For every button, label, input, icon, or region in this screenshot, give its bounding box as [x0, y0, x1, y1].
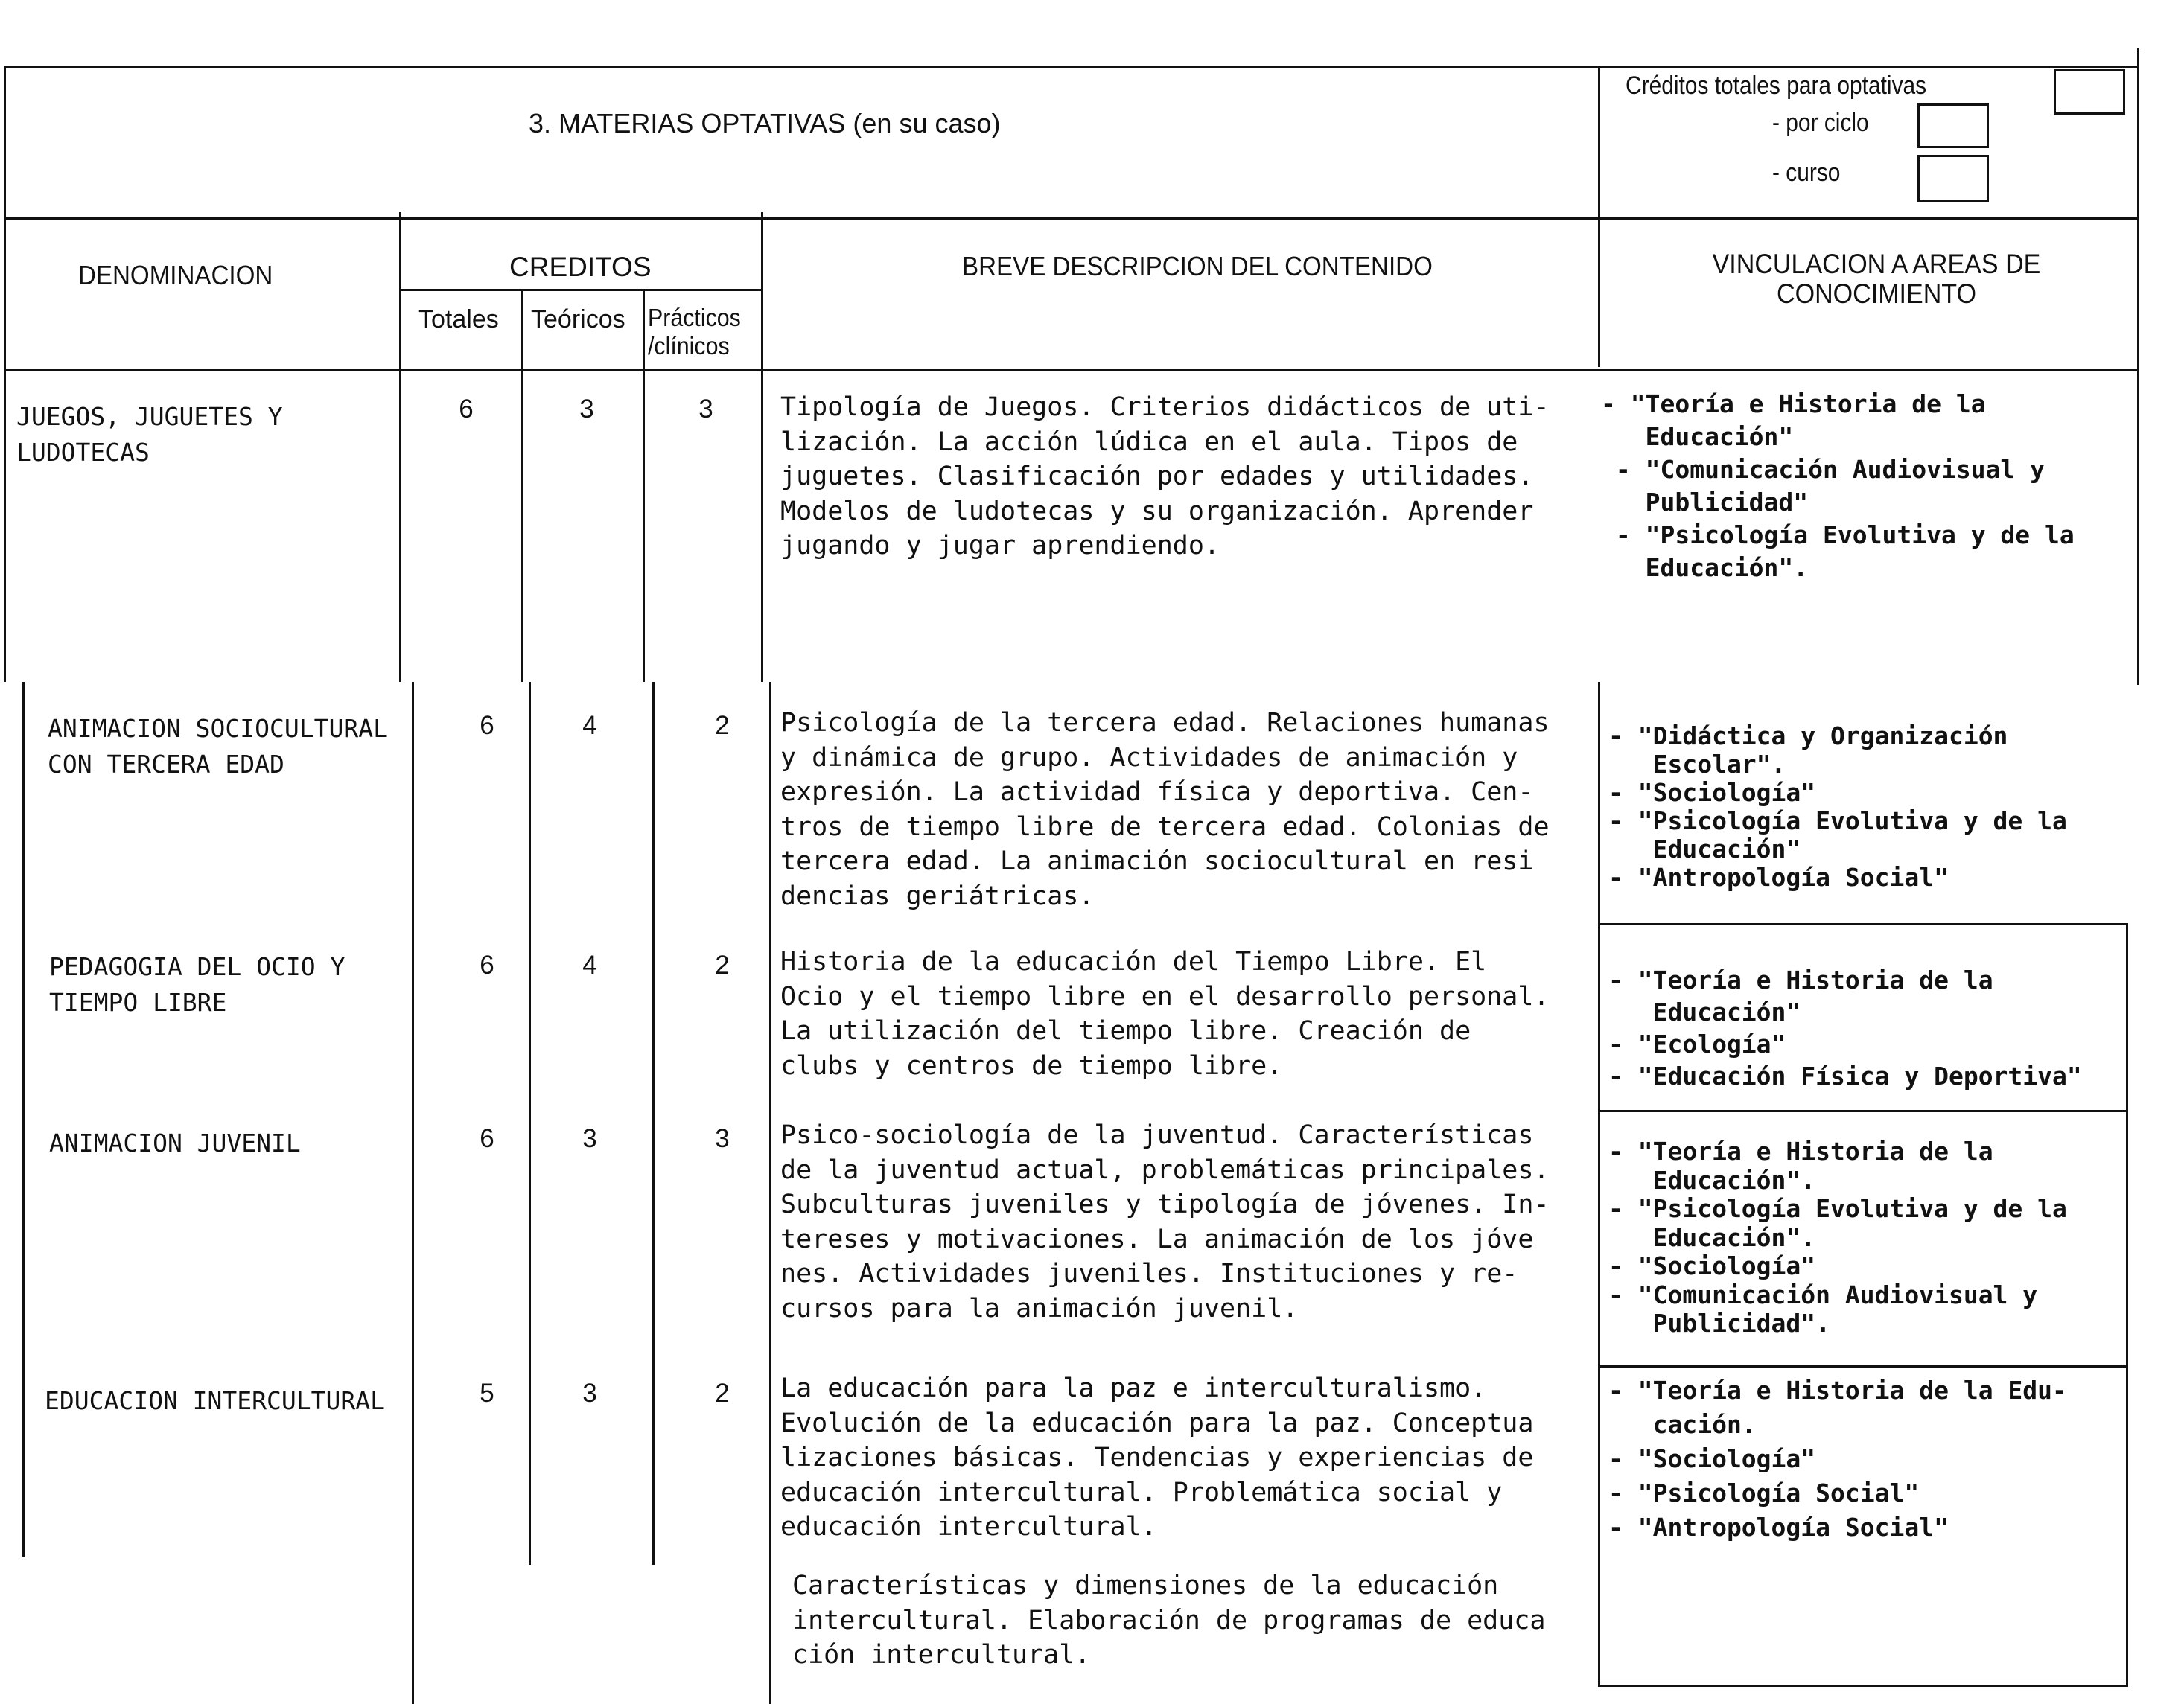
row-5-name: EDUCACION INTERCULTURAL: [45, 1386, 385, 1415]
col-line-vinculacion-left-lower: [1598, 682, 1600, 1687]
col-header-creditos: CREDITOS: [509, 252, 652, 282]
col-line-totales-left-lower: [412, 682, 414, 1704]
row-2-description: Psicología de la tercera edad. Relaciones humanas y dinámica de grupo. Actividades de animación y expresión. La actividad física y deportiva. Cen- tros de tiempo libre de tercera edad. Colonias de tercera edad. La animación sociocultural en resi dencias geriátricas.: [780, 708, 1550, 911]
row-3-areas: - "Teoría e Historia de la Educación" - "Ecología" - "Educación Física y Deportiva": [1608, 966, 2082, 1091]
row-2-totales: 6: [480, 711, 494, 740]
row-1-practicos: 3: [698, 395, 713, 424]
row-5-teoricos: 3: [582, 1379, 597, 1408]
col-header-totales: Totales: [418, 305, 499, 334]
row-1-name: JUEGOS, JUGUETES Y LUDOTECAS: [16, 402, 283, 467]
credits-total-label: Créditos totales para optativas: [1626, 71, 1927, 100]
row-2-teoricos: 4: [582, 711, 597, 740]
col-header-practicos: Prácticos /clínicos: [648, 304, 741, 360]
col-line-left-lower: [22, 682, 25, 1557]
row-4-practicos: 3: [715, 1124, 730, 1153]
col-line-creditos-left: [399, 212, 401, 682]
row-2-practicos: 2: [715, 711, 730, 740]
top-border: [4, 66, 2139, 68]
row-5-description-continued: Características y dimensiones de la educación intercultural. Elaboración de programas de educa ción intercultural.: [792, 1571, 1546, 1670]
areas-divider-2: [1598, 1110, 2128, 1112]
col-header-vinculacion: VINCULACION A AREAS DE CONOCIMIENTO: [1712, 249, 2041, 309]
right-border: [2137, 48, 2139, 685]
col-header-denominacion: DENOMINACION: [78, 260, 273, 290]
row-4-areas: - "Teoría e Historia de la Educación". - "Psicología Evolutiva y de la Educación". - "Sociología" - "Comunicación Audiovisual y Publicidad".: [1608, 1137, 2067, 1338]
row-3-description: Historia de la educación del Tiempo Libre. El Ocio y el tiempo libre en el desarrollo personal. La utilización del tiempo libre. Creación de clubs y centros de tiempo libre.: [780, 947, 1550, 1081]
row-3-practicos: 2: [715, 951, 730, 980]
row-1-totales: 6: [459, 395, 474, 424]
row-5-practicos: 2: [715, 1379, 730, 1408]
column-header-bottom-line: [4, 369, 2139, 371]
creditos-sub-line: [399, 289, 763, 291]
row-3-name: PEDAGOGIA DEL OCIO Y TIEMPO LIBRE: [49, 952, 346, 1017]
credits-per-cycle-label: - por ciclo: [1772, 109, 1869, 137]
col-header-descripcion: BREVE DESCRIPCION DEL CONTENIDO: [962, 251, 1433, 281]
credits-per-cycle-box[interactable]: [1917, 103, 1989, 148]
col-line-descripcion-left: [761, 212, 763, 682]
row-1-teoricos: 3: [579, 395, 594, 424]
row-5-areas: - "Teoría e Historia de la Edu- cación. - "Sociología" - "Psicología Social" - "Antropología Social": [1608, 1376, 2067, 1542]
col-line-descripcion-left-lower: [769, 682, 771, 1704]
row-5-totales: 5: [480, 1379, 494, 1408]
row-4-totales: 6: [480, 1124, 494, 1153]
row-4-teoricos: 3: [582, 1124, 597, 1153]
col-line-teoricos-left: [521, 289, 523, 682]
row-1-areas: - "Teoría e Historia de la Educación" - "Comunicación Audiovisual y Publicidad" - "Psicología Evolutiva y de la Educación".: [1601, 389, 2075, 582]
header-divider: [1598, 66, 1600, 367]
row-3-totales: 6: [480, 951, 494, 980]
col-line-teoricos-left-lower: [529, 682, 531, 1565]
areas-divider-1: [1598, 923, 2128, 925]
credits-per-course-box[interactable]: [1917, 155, 1989, 202]
col-line-practicos-left: [643, 289, 645, 682]
row-4-name: ANIMACION JUVENIL: [49, 1129, 301, 1158]
row-2-areas: - "Didáctica y Organización Escolar". - "Sociología" - "Psicología Evolutiva y de la Educación" - "Antropología Social": [1608, 721, 2067, 892]
row-4-description: Psico-sociología de la juventud. Características de la juventud actual, problemáticas principales. Subculturas juveniles y tipología de jóvenes. In- tereses y motivaciones. La animación de los jóve nes. Actividades juveniles. Instituciones y re- cursos para la animación juvenil.: [780, 1120, 1550, 1324]
credits-per-course-label: - curso: [1772, 159, 1841, 187]
section-title: 3. MATERIAS OPTATIVAS (en su caso): [529, 108, 1001, 138]
row-5-description: La educación para la paz e interculturalismo. Evolución de la educación para la paz. Conceptua lizaciones básicas. Tendencias y experiencias de educación intercultural. Problemática social y educación intercultural.: [780, 1373, 1534, 1542]
credits-total-box[interactable]: [2054, 69, 2125, 115]
header-bottom-line: [4, 217, 2139, 220]
row-1-description: Tipología de Juegos. Criterios didácticos de uti- lización. La acción lúdica en el aula. Tipos de juguetes. Clasificación por edades y utilidades. Modelos de ludotecas y su organización. Aprender jugando y jugar aprendiendo.: [780, 392, 1550, 561]
left-border-top: [4, 66, 6, 682]
right-border-lower: [2126, 923, 2128, 1687]
row-2-name: ANIMACION SOCIOCULTURAL CON TERCERA EDAD: [48, 714, 388, 779]
col-header-teoricos: Teóricos: [531, 305, 625, 334]
areas-bottom-line: [1598, 1685, 2128, 1687]
col-line-practicos-left-lower: [652, 682, 655, 1565]
row-3-teoricos: 4: [582, 951, 597, 980]
areas-divider-3: [1598, 1365, 2128, 1368]
